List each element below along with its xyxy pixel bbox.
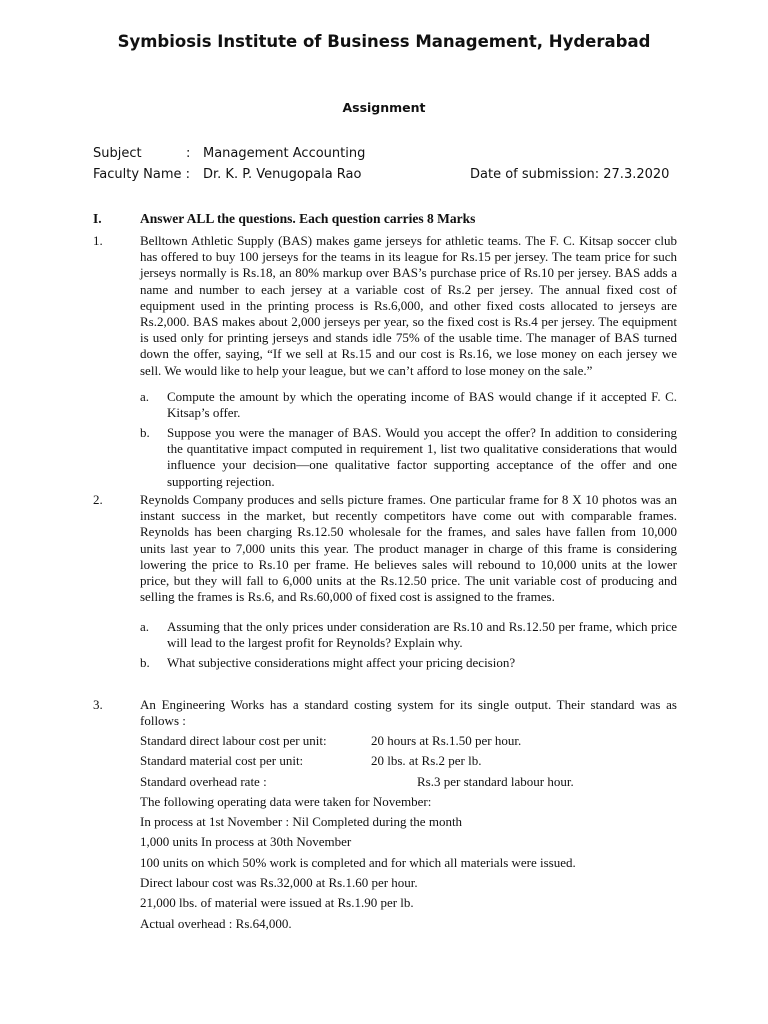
subject-colon: : [186, 146, 191, 161]
data-line: 100 units on which 50% work is completed and for which all materials were issued. [140, 855, 576, 870]
question-number: 1. [93, 233, 103, 248]
institute-title: Symbiosis Institute of Business Management, Hyderabad [117, 32, 651, 51]
section-number: I. [93, 211, 102, 226]
subject-value: Management Accounting [203, 146, 366, 161]
standard-label: Standard overhead rate : [140, 774, 267, 789]
question-text: Belltown Athletic Supply (BAS) makes game jerseys for athletic teams. The F. C. Kitsap soccer club has offered to buy 100 jerseys for the teams in its league for Rs.15 per jersey. The team price for such jerseys normally is Rs.18, an 80% markup over BAS’s purchase price of Rs.10 per jersey. BAS adds a name and number to each jersey at a variable cost of Rs.2 per jersey. The annual fixed cost of equipment used in the printing process is Rs.6,000, and other fixed costs allocated to jerseys are Rs.2,000. BAS makes about 2,000 jerseys per year, so the fixed cost is Rs.4 per jersey. The equipment is used only for printing jerseys and stands idle 75% of the usable time. The manager of BAS turned down the offer, saying, “If we sell at Rs.15 and our cost is Rs.16, we lose money on each jersey we sell. We would like to help your league, but we can’t afford to lose money on the sale.” [140, 233, 677, 378]
section-instruction: Answer ALL the questions. Each question carries 8 Marks [140, 211, 476, 226]
standard-row-material [140, 753, 482, 769]
standard-value: Rs.3 per standard labour hour. [417, 774, 574, 789]
data-line: The following operating data were taken for November: [140, 794, 432, 809]
standard-value: 20 lbs. at Rs.2 per lb. [371, 753, 482, 768]
standard-row-overhead [140, 774, 574, 790]
part-text: Compute the amount by which the operating income of BAS would change if it accepted F. C. Kitsap’s offer. [167, 389, 677, 421]
part-label: b. [140, 655, 150, 670]
data-line: Direct labour cost was Rs.32,000 at Rs.1.60 per hour. [140, 875, 418, 890]
part-text: Assuming that the only prices under consideration are Rs.10 and Rs.12.50 per frame, which price will lead to the largest profit for Reynolds? Explain why. [167, 619, 677, 651]
question-number: 3. [93, 697, 103, 712]
part-label: b. [140, 425, 150, 440]
data-line: Actual overhead : Rs.64,000. [140, 916, 292, 931]
faculty-label: Faculty Name : [93, 167, 191, 182]
part-label: a. [140, 389, 150, 404]
data-line: 21,000 lbs. of material were issued at Rs.1.90 per lb. [140, 895, 414, 910]
part-text: Suppose you were the manager of BAS. Would you accept the offer? In addition to considering the quantitative impact computed in requirement 1, list two qualitative considerations that would influence your decision—one qualitative factor supporting acceptance of the offer and one supporting rejection. [167, 425, 677, 489]
part-label: a. [140, 619, 150, 634]
question-number: 2. [93, 492, 103, 507]
submission-date: Date of submission: 27.3.2020 [470, 167, 670, 182]
data-line: 1,000 units In process at 30th November [140, 834, 352, 849]
document-type: Assignment [342, 100, 426, 115]
standard-label: Standard material cost per unit: [140, 753, 304, 768]
data-line: In process at 1st November : Nil Completed during the month [140, 814, 463, 829]
part-text: What subjective considerations might affect your pricing decision? [167, 655, 516, 670]
standard-label: Standard direct labour cost per unit: [140, 733, 327, 748]
question-text: An Engineering Works has a standard costing system for its single output. Their standard was as follows : [140, 697, 677, 729]
standard-row-labour [140, 733, 522, 749]
standard-value: 20 hours at Rs.1.50 per hour. [371, 733, 522, 748]
question-text: Reynolds Company produces and sells picture frames. One particular frame for 8 X 10 photos was an instant success in the market, but recently competitors have come out with comparable frames. Reynolds has been charging Rs.12.50 wholesale for the frames, and sales have fallen from 10,000 units last year to 7,000 units this year. The product manager in charge of this frame is considering lowering the price to Rs.10 per frame. He believes sales will rebound to 10,000 units at the lower price, but they will fall to 6,000 units at the Rs.12.50 price. The unit variable cost of producing and selling the frames is Rs.6, and Rs.60,000 of fixed cost is assigned to the frames. [140, 492, 677, 605]
subject-label: Subject [93, 146, 142, 161]
faculty-value: Dr. K. P. Venugopala Rao [203, 167, 362, 182]
